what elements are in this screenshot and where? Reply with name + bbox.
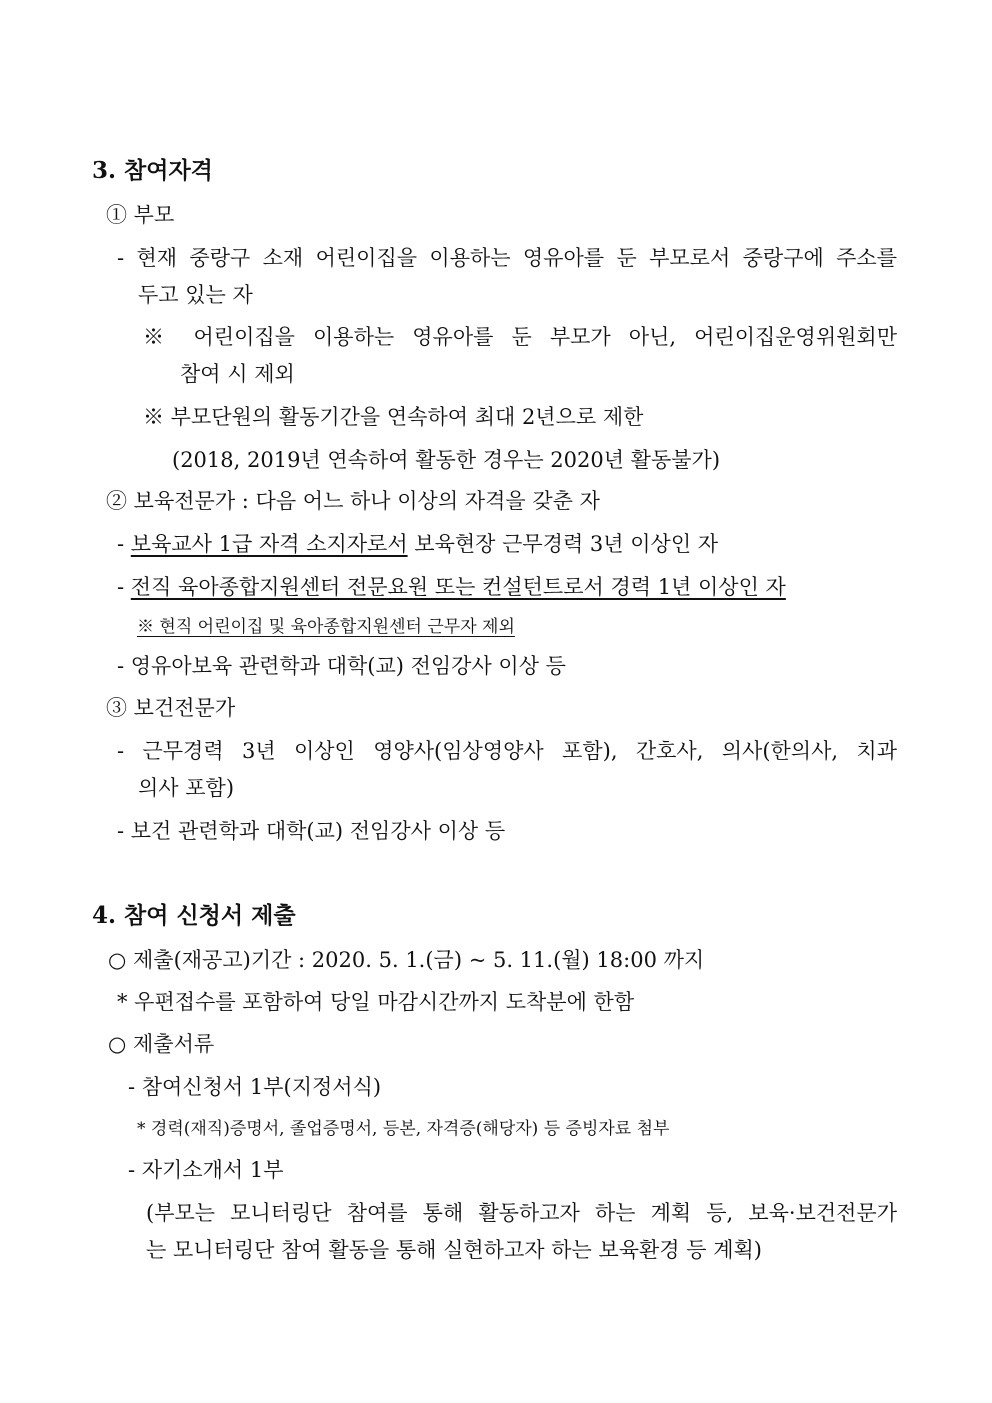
parent-note-1-line-1: ※ 어린이집을 이용하는 영유아를 둔 부모가 아닌, 어린이집운영위원회만	[143, 325, 897, 349]
childcare-expert-heading: ② 보육전문가 : 다음 어느 하나 이상의 자격을 갖춘 자	[106, 489, 600, 513]
parent-note-2-line-1: ※ 부모단원의 활동기간을 연속하여 최대 2년으로 제한	[143, 405, 644, 429]
health-expert-heading: ③ 보건전문가	[106, 696, 236, 720]
document-2: - 자기소개서 1부	[128, 1158, 284, 1182]
document-1: - 참여신청서 1부(지정서식)	[128, 1075, 382, 1099]
section-3-title: 3. 참여자격	[92, 157, 213, 184]
document-1-note: * 경력(재직)증명서, 졸업증명서, 등본, 자격증(해당자) 등 증빙자료 첨부	[137, 1119, 670, 1139]
submission-period: ○ 제출(재공고)기간 : 2020. 5. 1.(금) ~ 5. 11.(월) 18:00 까지	[108, 948, 705, 972]
dash: -	[117, 532, 131, 556]
submission-period-note: * 우편접수를 포함하여 당일 마감시간까지 도착분에 한함	[117, 990, 635, 1014]
dash: -	[117, 575, 131, 599]
health-expert-item-2: - 보건 관련학과 대학(교) 전임강사 이상 등	[117, 819, 506, 843]
qualification-rest: 보육현장 근무경력 3년 이상인 자	[407, 532, 719, 556]
parent-heading: ① 부모	[106, 203, 175, 227]
parent-item-1-line-1: - 현재 중랑구 소재 어린이집을 이용하는 영유아를 둔 부모로서 중랑구에 주소를	[117, 246, 897, 270]
health-expert-item-1-line-2: 의사 포함)	[138, 776, 235, 800]
childcare-expert-item-3: - 영유아보육 관련학과 대학(교) 전임강사 이상 등	[117, 654, 566, 678]
health-expert-item-1-line-1: - 근무경력 3년 이상인 영양사(임상영양사 포함), 간호사, 의사(한의사, 치과	[117, 739, 897, 763]
parent-note-1-line-2: 참여 시 제외	[180, 362, 295, 386]
documents-heading: ○ 제출서류	[108, 1032, 215, 1056]
section-4-title: 4. 참여 신청서 제출	[92, 902, 296, 929]
underlined-qualification: 전직 육아종합지원센터 전문요원 또는 컨설턴트로서 경력 1년 이상인 자	[130, 575, 786, 599]
childcare-expert-note: ※ 현직 어린이집 및 육아종합지원센터 근무자 제외	[137, 617, 515, 637]
childcare-expert-item-2	[117, 572, 786, 602]
underlined-qualification: 보육교사 1급 자격 소지자로서	[130, 532, 408, 556]
parent-note-2-line-2: (2018, 2019년 연속하여 활동한 경우는 2020년 활동불가)	[172, 448, 721, 472]
childcare-expert-item-1	[117, 529, 718, 559]
parent-item-1-line-2: 두고 있는 자	[138, 283, 253, 307]
document-2-detail-line-2: 는 모니터링단 참여 활동을 통해 실현하고자 하는 보육환경 등 계획)	[146, 1238, 762, 1262]
document-2-detail-line-1: (부모는 모니터링단 참여를 통해 활동하고자 하는 계획 등, 보육·보건전문가	[146, 1201, 897, 1225]
